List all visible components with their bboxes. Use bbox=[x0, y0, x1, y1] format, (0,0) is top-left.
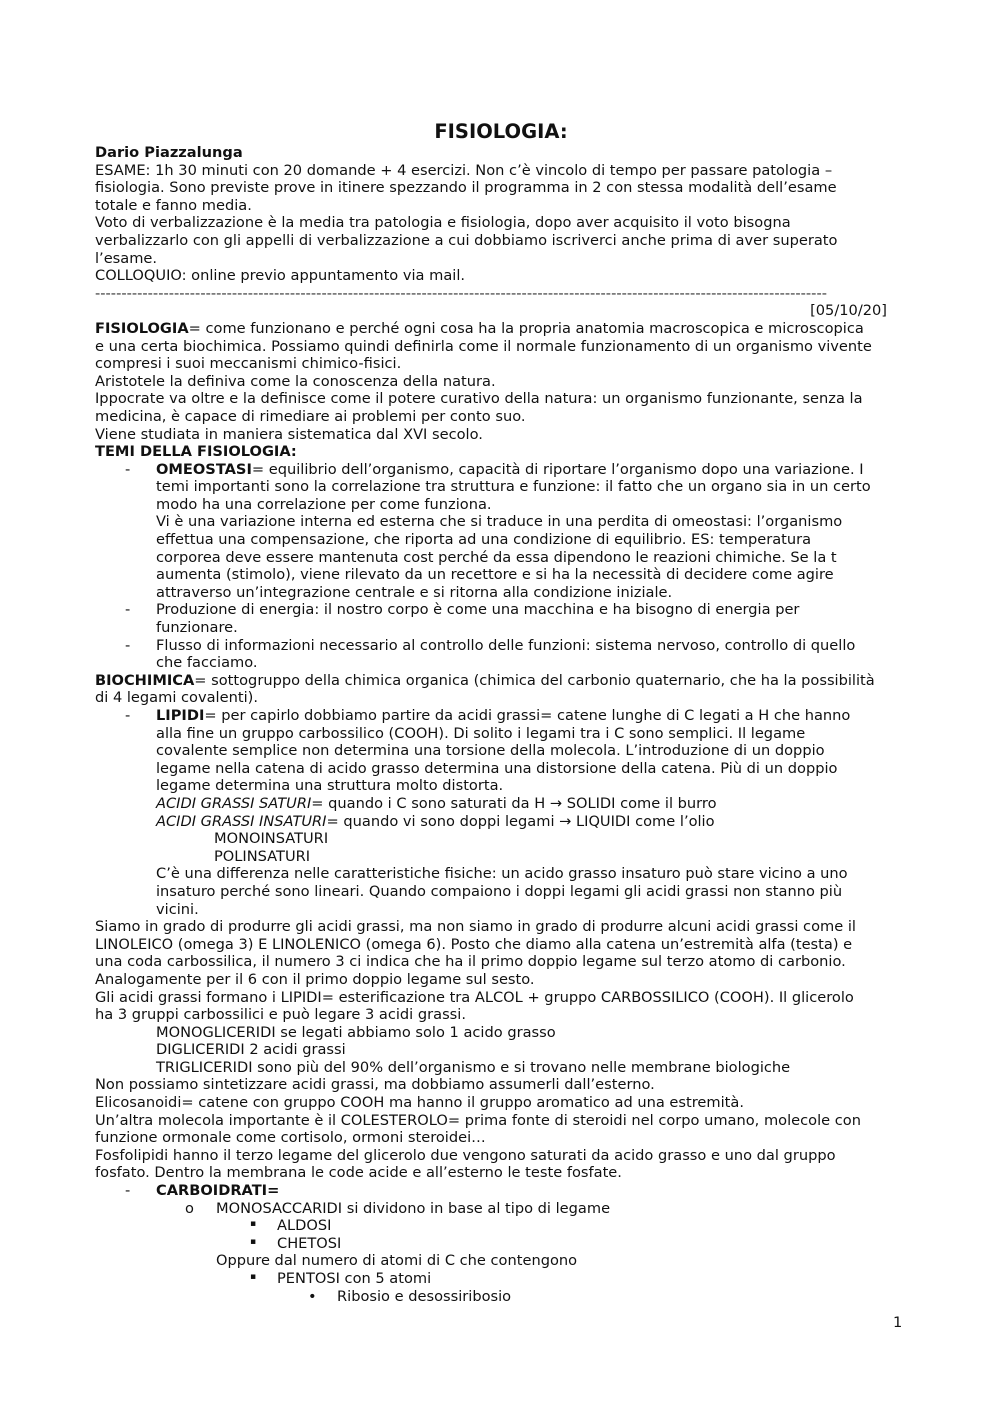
square-bullet: ▪ bbox=[250, 1272, 257, 1282]
gliceridi-item: MONOGLICERIDI se legati abbiamo solo 1 acido grasso bbox=[156, 1023, 556, 1041]
intro-line: verbalizzarlo con gli appelli di verbalizzazione a cui dobbiamo iscriverci anche prima di aver superato bbox=[95, 231, 838, 249]
body-line: Un’altra molecola importante è il COLESTEROLO= prima fonte di steroidi nel corpo umano, molecole con bbox=[95, 1111, 861, 1129]
temi-list bbox=[95, 461, 907, 672]
insaturi-text: = quando vi sono doppi legami → LIQUIDI come l’olio bbox=[326, 812, 715, 830]
list-item-ribosio bbox=[95, 1288, 907, 1306]
body-line: funzione ormonale come cortisolo, ormoni steroidei… bbox=[95, 1129, 486, 1147]
omeostasi-line: corporea deve essere mantenuta cost perché da essa dipendono le reazioni chimiche. Se la t bbox=[156, 548, 837, 566]
intro-line: l’esame. bbox=[95, 249, 158, 267]
energia-line: funzionare. bbox=[156, 619, 238, 637]
fisiologia-line: compresi i suoi meccanismi chimico-fisici. bbox=[95, 355, 402, 373]
lipidi-line: legame nella catena di acido grasso determina una distorsione della catena. Più di un doppio bbox=[156, 759, 838, 777]
dash-bullet: - bbox=[125, 460, 131, 478]
acidi-grassi-paragraph bbox=[95, 918, 907, 1024]
intro-line: Voto di verbalizzazione è la media tra patologia e fisiologia, dopo aver acquisito il voto bisogna bbox=[95, 214, 791, 232]
ribosio-text: Ribosio e desossiribosio bbox=[337, 1287, 512, 1305]
temi-heading: TEMI DELLA FISIOLOGIA: bbox=[95, 443, 297, 461]
list-item-lipidi bbox=[95, 707, 907, 918]
body-line: Non possiamo sintetizzare acidi grassi, ma dobbiamo assumerli dall’esterno. bbox=[95, 1076, 655, 1094]
fisiologia-line: medicina, è capace di rimediare ai problemi per conto suo. bbox=[95, 407, 526, 425]
body-line: LINOLEICO (omega 3) E LINOLENICO (omega 6). Posto che diamo alla catena un’estremità alfa (testa) e bbox=[95, 935, 853, 953]
dash-bullet: - bbox=[125, 707, 131, 724]
oppure-text: Oppure dal numero di atomi di C che contengono bbox=[216, 1252, 578, 1270]
intro-paragraph bbox=[95, 162, 907, 285]
body-line: fosfato. Dentro la membrana le code acide e all’esterno le teste fosfate. bbox=[95, 1164, 622, 1182]
lipidi-line: legame determina una struttura molto distorta. bbox=[156, 777, 504, 795]
fisiologia-line: Viene studiata in maniera sistematica dal XVI secolo. bbox=[95, 425, 483, 443]
dash-bullet: - bbox=[125, 601, 131, 619]
list-item-pentosi bbox=[95, 1270, 907, 1288]
polinsaturi-label: POLINSATURI bbox=[214, 847, 311, 865]
gliceridi-item: TRIGLICERIDI sono più del 90% dell’organismo e si trovano nelle membrane biologiche bbox=[156, 1058, 791, 1076]
document-title: FISIOLOGIA: bbox=[434, 120, 568, 143]
fisiologia-term: FISIOLOGIA bbox=[95, 319, 189, 337]
lipidi-line: covalente semplice non determina una torsione della molecola. L’introduzione di un doppio bbox=[156, 742, 825, 760]
fisiologia-line: e una certa biochimica. Possiamo quindi definirla come il normale funzionamento di un organismo vivente bbox=[95, 337, 872, 355]
lecture-date: [05/10/20] bbox=[810, 302, 887, 320]
list-item-flusso bbox=[95, 637, 907, 672]
fisiologia-line: Aristotele la definiva come la conoscenza della natura. bbox=[95, 372, 496, 390]
carboidrati-term: CARBOIDRATI= bbox=[156, 1182, 280, 1200]
monoinsaturi-label: MONOINSATURI bbox=[214, 830, 329, 848]
list-item-energia bbox=[95, 601, 907, 636]
biochimica-paragraph bbox=[95, 672, 907, 707]
lipidi-extra-paragraph bbox=[95, 1076, 907, 1182]
differenza-line: insaturo perché sono lineari. Quando compaiono i doppi legami gli acidi grassi non stanno più bbox=[156, 882, 843, 900]
lipidi-line: alla fine un gruppo carbossilico (COOH). Di solito i legami tra i C sono semplici. Il legame bbox=[156, 724, 806, 742]
body-line: ha 3 gruppi carbossilici e può legare 3 acidi grassi. bbox=[95, 1006, 466, 1024]
insaturi-term: ACIDI GRASSI INSATURI bbox=[156, 812, 327, 830]
pentosi-text: PENTOSI con 5 atomi bbox=[277, 1270, 432, 1287]
omeostasi-definition: = equilibrio dell’organismo, capacità di riportare l’organismo dopo una variazione. I bbox=[251, 460, 864, 478]
author-name: Dario Piazzalunga bbox=[95, 144, 243, 161]
omeostasi-line: effettua una compensazione, che riporta ad una condizione di equilibrio. ES: temperatura bbox=[156, 531, 812, 549]
differenza-line: C’è una differenza nelle caratteristiche fisiche: un acido grasso insaturo può stare vicino a uno bbox=[156, 865, 848, 883]
fisiologia-definition: = come funzionano e perché ogni cosa ha la propria anatomia macroscopica e microscopica bbox=[188, 319, 864, 337]
energia-line: Produzione di energia: il nostro corpo è come una macchina e ha bisogno di energia per bbox=[156, 601, 800, 619]
omeostasi-term: OMEOSTASI bbox=[156, 460, 252, 478]
dot-bullet: • bbox=[308, 1287, 317, 1305]
separator-line: ------------------------------------------------------------------------------------------------------------------------------------------- bbox=[95, 284, 827, 302]
square-bullet: ▪ bbox=[250, 1219, 257, 1230]
fisiologia-line: Ippocrate va oltre e la definisce come il potere curativo della natura: un organismo funzionante, senza la bbox=[95, 390, 863, 408]
list-item-monosaccaridi bbox=[95, 1200, 907, 1218]
omeostasi-line: modo ha una correlazione per come funziona. bbox=[156, 495, 492, 513]
saturi-text: = quando i C sono saturati da H → SOLIDI come il burro bbox=[311, 794, 717, 812]
flusso-line: Flusso di informazioni necessario al controllo delle funzioni: sistema nervoso, controllo di quello bbox=[156, 636, 856, 654]
aldosi-text: ALDOSI bbox=[277, 1217, 332, 1235]
flusso-line: che facciamo. bbox=[156, 654, 258, 672]
fisiologia-paragraph bbox=[95, 320, 907, 443]
lipidi-term: LIPIDI bbox=[156, 707, 205, 724]
body-line: una coda carbossilica, il numero 3 ci indica che ha il primo doppio legame sul terzo atomo di carbonio. bbox=[95, 953, 846, 971]
saturi-term: ACIDI GRASSI SATURI bbox=[156, 794, 312, 812]
omeostasi-line: attraverso un’integrazione centrale e si ritorna alla condizione iniziale. bbox=[156, 583, 673, 601]
list-item-omeostasi bbox=[95, 461, 907, 602]
omeostasi-line: aumenta (stimolo), viene rilevato da un recettore e si ha la necessità di decidere come agire bbox=[156, 566, 834, 584]
intro-line: totale e fanno media. bbox=[95, 196, 252, 214]
gliceridi-item: DIGLICERIDI 2 acidi grassi bbox=[156, 1041, 346, 1059]
page-content bbox=[95, 120, 907, 1305]
carboidrati-section bbox=[95, 1182, 907, 1305]
omeostasi-line: Vi è una variazione interna ed esterna che si traduce in una perdita di omeostasi: l’organismo bbox=[156, 513, 843, 531]
body-line: Gli acidi grassi formano i LIPIDI= esterificazione tra ALCOL + gruppo CARBOSSILICO (COOH). Il glicerolo bbox=[95, 988, 854, 1006]
lipidi-definition: = per capirlo dobbiamo partire da acidi grassi= catene lunghe di C legati a H che hanno bbox=[204, 707, 851, 724]
body-line: Siamo in grado di produrre gli acidi grassi, ma non siamo in grado di produrre alcuni acidi grassi come il bbox=[95, 918, 856, 936]
page-number: 1 bbox=[893, 1314, 903, 1331]
differenza-line: vicini. bbox=[156, 900, 199, 918]
intro-line: COLLOQUIO: online previo appuntamento via mail. bbox=[95, 267, 466, 285]
list-item-chetosi bbox=[95, 1235, 907, 1253]
list-item-aldosi bbox=[95, 1217, 907, 1235]
dash-bullet: - bbox=[125, 636, 131, 654]
body-line: Fosfolipidi hanno il terzo legame del glicerolo due vengono saturati da acido grasso e uno dal gruppo bbox=[95, 1146, 836, 1164]
monosaccaridi-text: MONOSACCARIDI si dividono in base al tipo di legame bbox=[216, 1199, 611, 1217]
dash-bullet: - bbox=[125, 1182, 131, 1200]
list-item-carboidrati bbox=[95, 1182, 907, 1200]
body-line: Analogamente per il 6 con il primo doppio legame sul sesto. bbox=[95, 970, 535, 988]
omeostasi-line: temi importanti sono la correlazione tra struttura e funzione: il fatto che un organo sia in un certo bbox=[156, 478, 871, 496]
square-bullet: ▪ bbox=[250, 1236, 257, 1247]
biochimica-term: BIOCHIMICA bbox=[95, 671, 195, 689]
circle-bullet: o bbox=[185, 1199, 194, 1217]
chetosi-text: CHETOSI bbox=[277, 1234, 342, 1252]
biochimica-definition: = sottogruppo della chimica organica (chimica del carbonio quaternario, che ha la possibilità bbox=[194, 671, 875, 689]
gliceridi-list bbox=[95, 1024, 907, 1077]
body-line: Elicosanoidi= catene con gruppo COOH ma hanno il gruppo aromatico ad una estremità. bbox=[95, 1094, 744, 1112]
intro-line: ESAME: 1h 30 minuti con 20 domande + 4 esercizi. Non c’è vincolo di tempo per passare patologia – bbox=[95, 161, 833, 179]
biochimica-line: di 4 legami covalenti). bbox=[95, 689, 258, 707]
intro-line: fisiologia. Sono previste prove in itinere spezzando il programma in 2 con stessa modalità dell’esame bbox=[95, 179, 837, 197]
